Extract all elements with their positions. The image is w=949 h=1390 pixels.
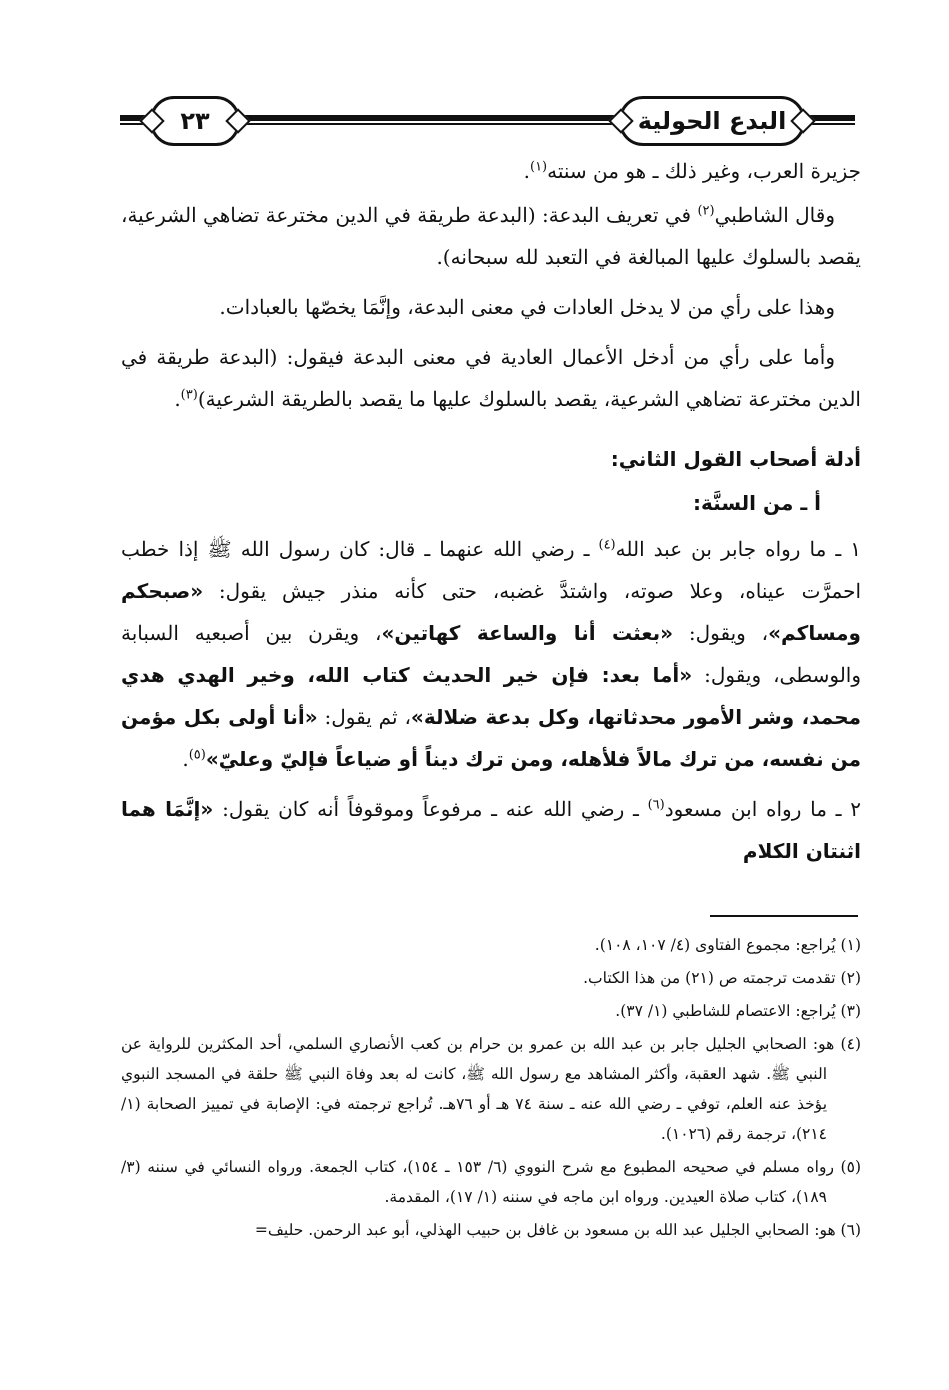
h1-end: . bbox=[182, 747, 189, 771]
hadith-quote-1: «صبحكم ومساكم» bbox=[121, 579, 861, 645]
p1-end: . bbox=[523, 159, 530, 183]
footnote-ref-2: (٢) bbox=[697, 203, 715, 219]
hadith-quote-4: «أنا أولى بكل مؤمن من نفسه، من ترك مالاً فلأهله، ومن ترك ديناً أو ضياعاً فإليّ وعليّ» bbox=[121, 705, 861, 771]
footnote-1: (١) يُراجع: مجموع الفتاوى (٤/ ١٠٧، ١٠٨). bbox=[594, 936, 861, 954]
paragraph-1 bbox=[121, 150, 861, 192]
section-heading: أدلة أصحاب القول الثاني: bbox=[610, 447, 861, 471]
footnote-ref-4: (٤) bbox=[598, 537, 616, 553]
paragraph-3: وهذا على رأي من لا يدخل العادات في معنى البدعة، وإنَّمَا يخصّها بالعبادات. bbox=[219, 295, 835, 319]
p4-text: وأما على رأي من أدخل الأعمال العادية في معنى البدعة فيقول: (البدعة طريقة في الدين مخترعة تضاهي الشرعية، يقصد بالسلوك عليها ما يقصد بالطريقة الشرعية) bbox=[121, 345, 861, 411]
footnote-3: (٣) يُراجع: الاعتصام للشاطبي (١/ ٣٧). bbox=[615, 1002, 861, 1020]
h2-text-a: ٢ ـ ما رواه ابن مسعود bbox=[664, 797, 862, 821]
footnote-6: (٦) هو: الصحابي الجليل عبد الله بن مسعود بن غافل بن حبيب الهذلي، أبو عبد الرحمن. حليف= bbox=[254, 1221, 861, 1239]
page-number: ٢٣ bbox=[150, 96, 240, 146]
running-title: البدع الحولية bbox=[619, 96, 805, 146]
footnote-separator bbox=[710, 915, 858, 917]
paragraph-4 bbox=[121, 336, 861, 420]
h1-text-e: ، ثم يقول: bbox=[324, 705, 411, 729]
p4-end: . bbox=[174, 387, 181, 411]
footnote-2: (٢) تقدمت ترجمته ص (٢١) من هذا الكتاب. bbox=[583, 969, 861, 987]
footnote-ref-5: (٥) bbox=[188, 747, 206, 763]
main-text bbox=[121, 150, 861, 880]
h2-text-b: ـ رضي الله عنه ـ مرفوعاً وموقوفاً أنه كان يقول: bbox=[222, 797, 639, 821]
footnotes bbox=[121, 930, 861, 1248]
hadith-1 bbox=[121, 528, 861, 780]
subsection-heading: أ ـ من السنَّة: bbox=[693, 491, 821, 515]
h1-text-b: ـ رضي الله عنهما ـ قال: كان رسول الله ﷺ إذا خطب احمرَّت عيناه، وعلا صوته، واشتدَّ غضبه، حتى كأنه منذر جيش يقول: bbox=[121, 537, 861, 603]
hadith-quote-2: «بعثت أنا والساعة كهاتين» bbox=[381, 621, 674, 645]
footnote-ref-6: (٦) bbox=[647, 797, 665, 813]
footnote-5: (٥) رواه مسلم في صحيحه المطبوع مع شرح النووي (٦/ ١٥٣ ـ ١٥٤)، كتاب الجمعة. ورواه النسائي في سننه (٣/ ١٨٩)، كتاب صلاة العيدين. ورواه ابن ماجه في سننه (١/ ١٧)، المقدمة. bbox=[121, 1158, 861, 1206]
p2-text-a: وقال الشاطبي bbox=[714, 203, 835, 227]
paragraph-2 bbox=[121, 194, 861, 278]
p2-text-b: في تعريف البدعة: (البدعة طريقة في الدين مخترعة تضاهي الشرعية، يقصد بالسلوك عليها المبالغة في التعبد لله سبحانه). bbox=[121, 203, 861, 269]
hadith-quote-3: «أما بعد: فإن خير الحديث كتاب الله، وخير الهدي هدي محمد، وشر الأمور محدثاتها، وكل بدعة ضلالة» bbox=[121, 663, 861, 729]
page-header bbox=[120, 88, 855, 148]
footnote-4: (٤) هو: الصحابي الجليل جابر بن عبد الله بن عمرو بن حرام بن كعب الأنصاري السلمي، أحد المكثرين للرواية عن النبي ﷺ. شهد العقبة، وأكثر المشاهد مع رسول الله ﷺ، كانت له بعد وفاة النبي ﷺ حلقة في المسجد النبوي يؤخذ عنه العلم، توفي ـ رضي الله عنه ـ سنة ٧٤ هـ أو ٧٦هـ. تُراجع ترجمته في: الإصابة في تمييز الصحابة (١/ ٢١٤)، ترجمة رقم (١٠٢٦). bbox=[121, 1035, 861, 1143]
hadith-2 bbox=[121, 788, 861, 872]
hadith-quote-5: «إنَّمَا هما اثنتان الكلام bbox=[121, 797, 861, 863]
p1-text: جزيرة العرب، وغير ذلك ـ هو من سنته bbox=[547, 159, 861, 183]
footnote-ref-3: (٣) bbox=[180, 387, 198, 403]
h1-text-c: ، ويقول: bbox=[688, 621, 769, 645]
h1-text-a: ١ ـ ما رواه جابر بن عبد الله bbox=[615, 537, 862, 561]
h1-text-d: ، ويقرن بين أصبعيه السبابة والوسطى، ويقول: bbox=[121, 621, 861, 687]
footnote-ref-1: (١) bbox=[529, 159, 548, 175]
